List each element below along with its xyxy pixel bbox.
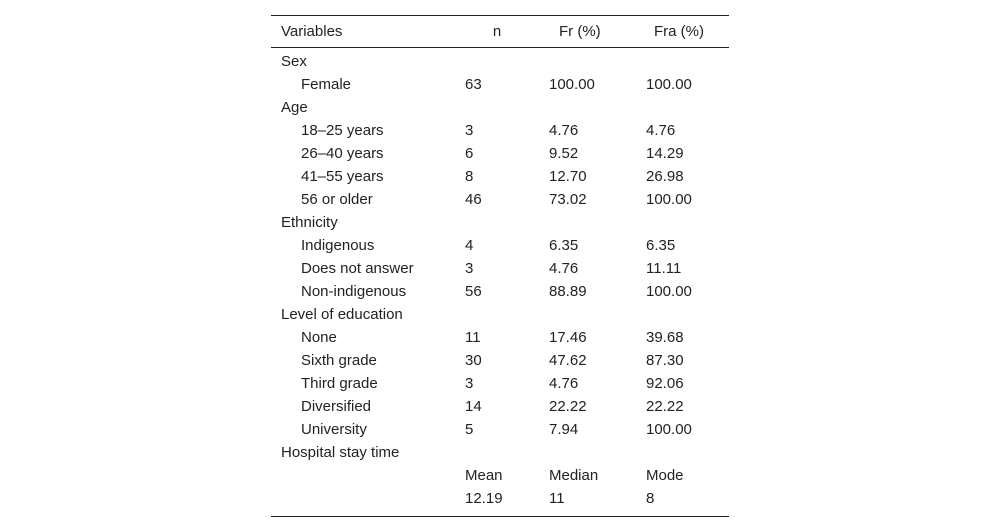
cell-fr: 88.89 [549, 283, 587, 300]
cell-n: 3 [465, 122, 474, 139]
table-group-row [271, 211, 729, 234]
cell-fr: 17.46 [549, 329, 587, 346]
cell-fr: 11 [549, 490, 565, 507]
table-row [271, 73, 729, 96]
table-header-row [271, 16, 729, 47]
cell-fra: 8 [646, 490, 655, 507]
cell-n: 3 [465, 375, 474, 392]
cell-fra: 22.22 [646, 398, 684, 415]
row-label: None [301, 329, 337, 346]
cell-n: 12.19 [465, 490, 503, 507]
table-row [271, 464, 729, 487]
cell-fr: 4.76 [549, 122, 579, 139]
header-fr: Fr (%) [559, 23, 601, 40]
row-label: 41–55 years [301, 168, 384, 185]
row-label: Female [301, 76, 352, 93]
table-row [271, 119, 729, 142]
row-label: Indigenous [301, 237, 375, 254]
table-bottom-rule [271, 516, 729, 517]
row-label: Diversified [301, 398, 372, 415]
group-label: Hospital stay time [281, 444, 400, 461]
cell-fra: 11.11 [646, 260, 682, 277]
cell-n: 63 [465, 76, 482, 93]
cell-fra: 100.00 [646, 76, 692, 93]
cell-fr: 9.52 [549, 145, 579, 162]
table-row [271, 142, 729, 165]
table-row [271, 234, 729, 257]
cell-fr: Median [549, 467, 599, 484]
table-row [271, 372, 729, 395]
cell-fra: 92.06 [646, 375, 684, 392]
cell-n: 30 [465, 352, 482, 369]
row-label: Sixth grade [301, 352, 377, 369]
cell-n: 4 [465, 237, 474, 254]
table-row [271, 395, 729, 418]
row-label: 26–40 years [301, 145, 384, 162]
cell-fr: 22.22 [549, 398, 587, 415]
row-label: University [301, 421, 367, 438]
table-row [271, 280, 729, 303]
row-label: Non-indigenous [301, 283, 407, 300]
row-label: 18–25 years [301, 122, 384, 139]
header-variables: Variables [281, 23, 343, 40]
table-row [271, 349, 729, 372]
table-row [271, 418, 729, 441]
group-label: Level of education [281, 306, 403, 323]
cell-fr: 12.70 [549, 168, 587, 185]
cell-fra: 87.30 [646, 352, 684, 369]
cell-fra: 100.00 [646, 421, 692, 438]
row-label: Third grade [301, 375, 378, 392]
row-label: Does not answer [301, 260, 414, 277]
table-row [271, 326, 729, 349]
group-label: Age [281, 99, 308, 116]
table-row [271, 188, 729, 211]
cell-n: 11 [465, 329, 481, 346]
cell-fra: Mode [646, 467, 684, 484]
cell-fr: 4.76 [549, 260, 579, 277]
table-group-row [271, 441, 729, 464]
cell-fr: 4.76 [549, 375, 579, 392]
row-label: 56 or older [301, 191, 373, 208]
cell-fra: 39.68 [646, 329, 684, 346]
cell-fra: 26.98 [646, 168, 684, 185]
cell-n: Mean [465, 467, 503, 484]
cell-fra: 14.29 [646, 145, 684, 162]
cell-n: 56 [465, 283, 482, 300]
cell-fra: 100.00 [646, 283, 692, 300]
table-group-row [271, 303, 729, 326]
cell-n: 8 [465, 168, 474, 185]
cell-n: 14 [465, 398, 482, 415]
table-group-row [271, 96, 729, 119]
table-group-row [271, 50, 729, 73]
group-label: Ethnicity [281, 214, 338, 231]
cell-fra: 100.00 [646, 191, 692, 208]
cell-fr: 47.62 [549, 352, 587, 369]
table-row [271, 257, 729, 280]
table-body [271, 48, 729, 516]
header-fra: Fra (%) [654, 23, 704, 40]
cell-fra: 4.76 [646, 122, 676, 139]
data-table [271, 15, 729, 517]
cell-n: 3 [465, 260, 474, 277]
header-n: n [492, 23, 502, 40]
cell-fr: 6.35 [549, 237, 579, 254]
group-label: Sex [281, 53, 307, 70]
cell-n: 6 [465, 145, 474, 162]
cell-fra: 6.35 [646, 237, 676, 254]
cell-n: 46 [465, 191, 482, 208]
cell-fr: 100.00 [549, 76, 595, 93]
cell-fr: 7.94 [549, 421, 579, 438]
table-row [271, 165, 729, 188]
cell-fr: 73.02 [549, 191, 587, 208]
cell-n: 5 [465, 421, 474, 438]
table-row [271, 487, 729, 510]
